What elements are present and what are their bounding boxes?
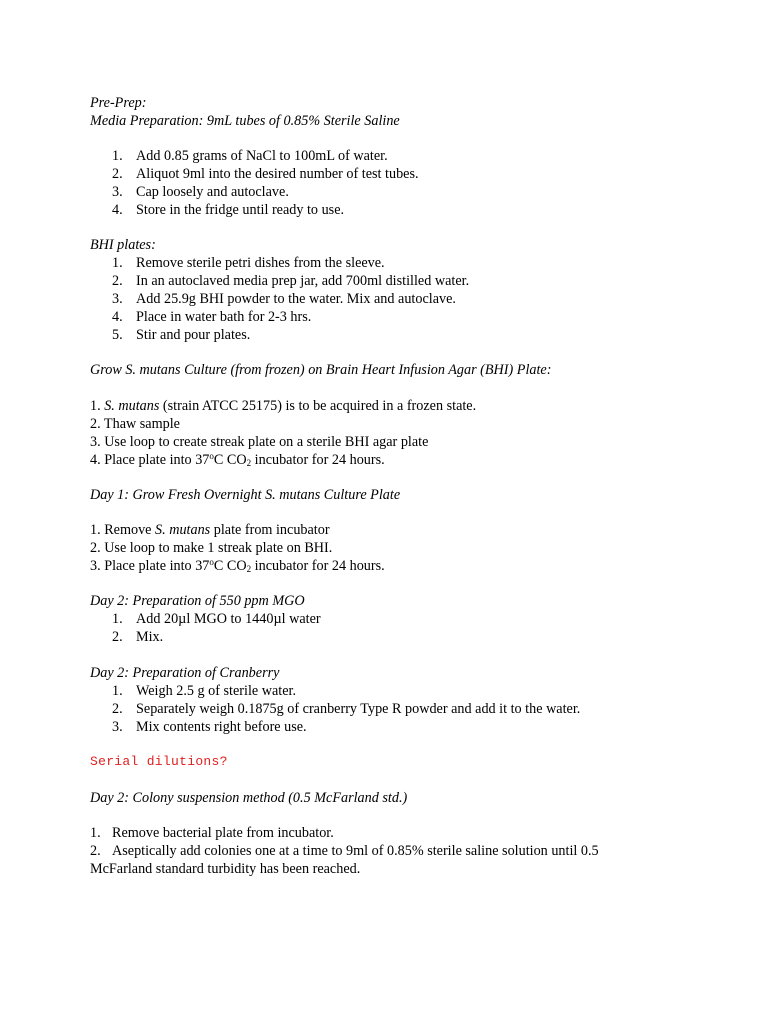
colony-step-2-continued: McFarland standard turbidity has been reached.: [90, 861, 361, 877]
grow-steps: [90, 397, 730, 469]
list-item: 2. Separately weigh 0.1875g of cranberry Type R powder and add it to the water.: [112, 701, 581, 717]
colony-step-2: 2. Aseptically add colonies one at a time to 9ml of 0.85% sterile saline solution until 0.5: [90, 843, 599, 859]
day1-step-3: 3. Place plate into 37$^o$C $CO_2$ incubator for 24 hours.: [90, 557, 385, 574]
day1-step-2: 2. Use loop to make 1 streak plate on BHI.: [90, 540, 333, 556]
media-steps: [90, 147, 730, 219]
list-item: 1. Add 0.85 grams of NaCl to 100mL of water.: [112, 148, 388, 164]
list-item: 3. Add 25.9g BHI powder to the water. Mix and autoclave.: [112, 291, 456, 307]
list-item: 2. In an autoclaved media prep jar, add 700ml distilled water.: [112, 273, 470, 289]
media-prep-heading: Media Preparation: 9mL tubes of 0.85% Sterile Saline: [90, 113, 400, 129]
grow-step-1: 1. S. mutans (strain ATCC 25175) is to be acquired in a frozen state.: [90, 398, 477, 414]
grow-heading: Grow S. mutans Culture (from frozen) on Brain Heart Infusion Agar (BHI) Plate:: [90, 362, 552, 378]
list-item: 4. Store in the fridge until ready to use.: [112, 202, 345, 218]
serial-dilutions-note: Serial dilutions?: [90, 754, 228, 769]
list-item: 1. Add 20µl MGO to 1440µl water: [112, 611, 321, 627]
list-item: 3. Cap loosely and autoclave.: [112, 184, 289, 200]
cranberry-heading: Day 2: Preparation of Cranberry: [90, 665, 280, 681]
day1-steps: [90, 521, 730, 575]
colony-step-1: 1. Remove bacterial plate from incubator.: [90, 825, 334, 841]
mgo-section: [90, 592, 730, 646]
list-item: 3. Mix contents right before use.: [112, 719, 307, 735]
grow-step-2: 2. Thaw sample: [90, 416, 180, 432]
grow-step-3: 3. Use loop to create streak plate on a sterile BHI agar plate: [90, 434, 429, 450]
day1-heading: Day 1: Grow Fresh Overnight S. mutans Culture Plate: [90, 487, 401, 503]
list-item: 1. Weigh 2.5 g of sterile water.: [112, 683, 296, 699]
pre-prep-section: [90, 94, 730, 130]
list-item: 5. Stir and pour plates.: [112, 327, 251, 343]
serial-dilutions-note-block: [90, 753, 730, 771]
cranberry-section: [90, 664, 730, 736]
list-item: 1. Remove sterile petri dishes from the sleeve.: [112, 255, 385, 271]
mgo-heading: Day 2: Preparation of 550 ppm MGO: [90, 593, 305, 609]
pre-prep-heading: Pre-Prep:: [90, 95, 147, 111]
list-item: 2. Aliquot 9ml into the desired number of test tubes.: [112, 166, 419, 182]
day1-section: [90, 486, 730, 504]
bhi-heading: BHI plates:: [90, 237, 156, 253]
grow-section: [90, 361, 730, 379]
colony-heading: Day 2: Colony suspension method (0.5 McFarland std.): [90, 790, 408, 806]
bhi-section: [90, 236, 730, 344]
list-item: 2. Mix.: [112, 629, 164, 645]
list-item: 4. Place in water bath for 2-3 hrs.: [112, 309, 312, 325]
colony-steps: [90, 824, 730, 878]
grow-step-4: 4. Place plate into 37$^o$C $CO_2$ incubator for 24 hours.: [90, 451, 385, 468]
colony-section: [90, 789, 730, 807]
day1-step-1: 1. Remove S. mutans plate from incubator: [90, 522, 330, 538]
